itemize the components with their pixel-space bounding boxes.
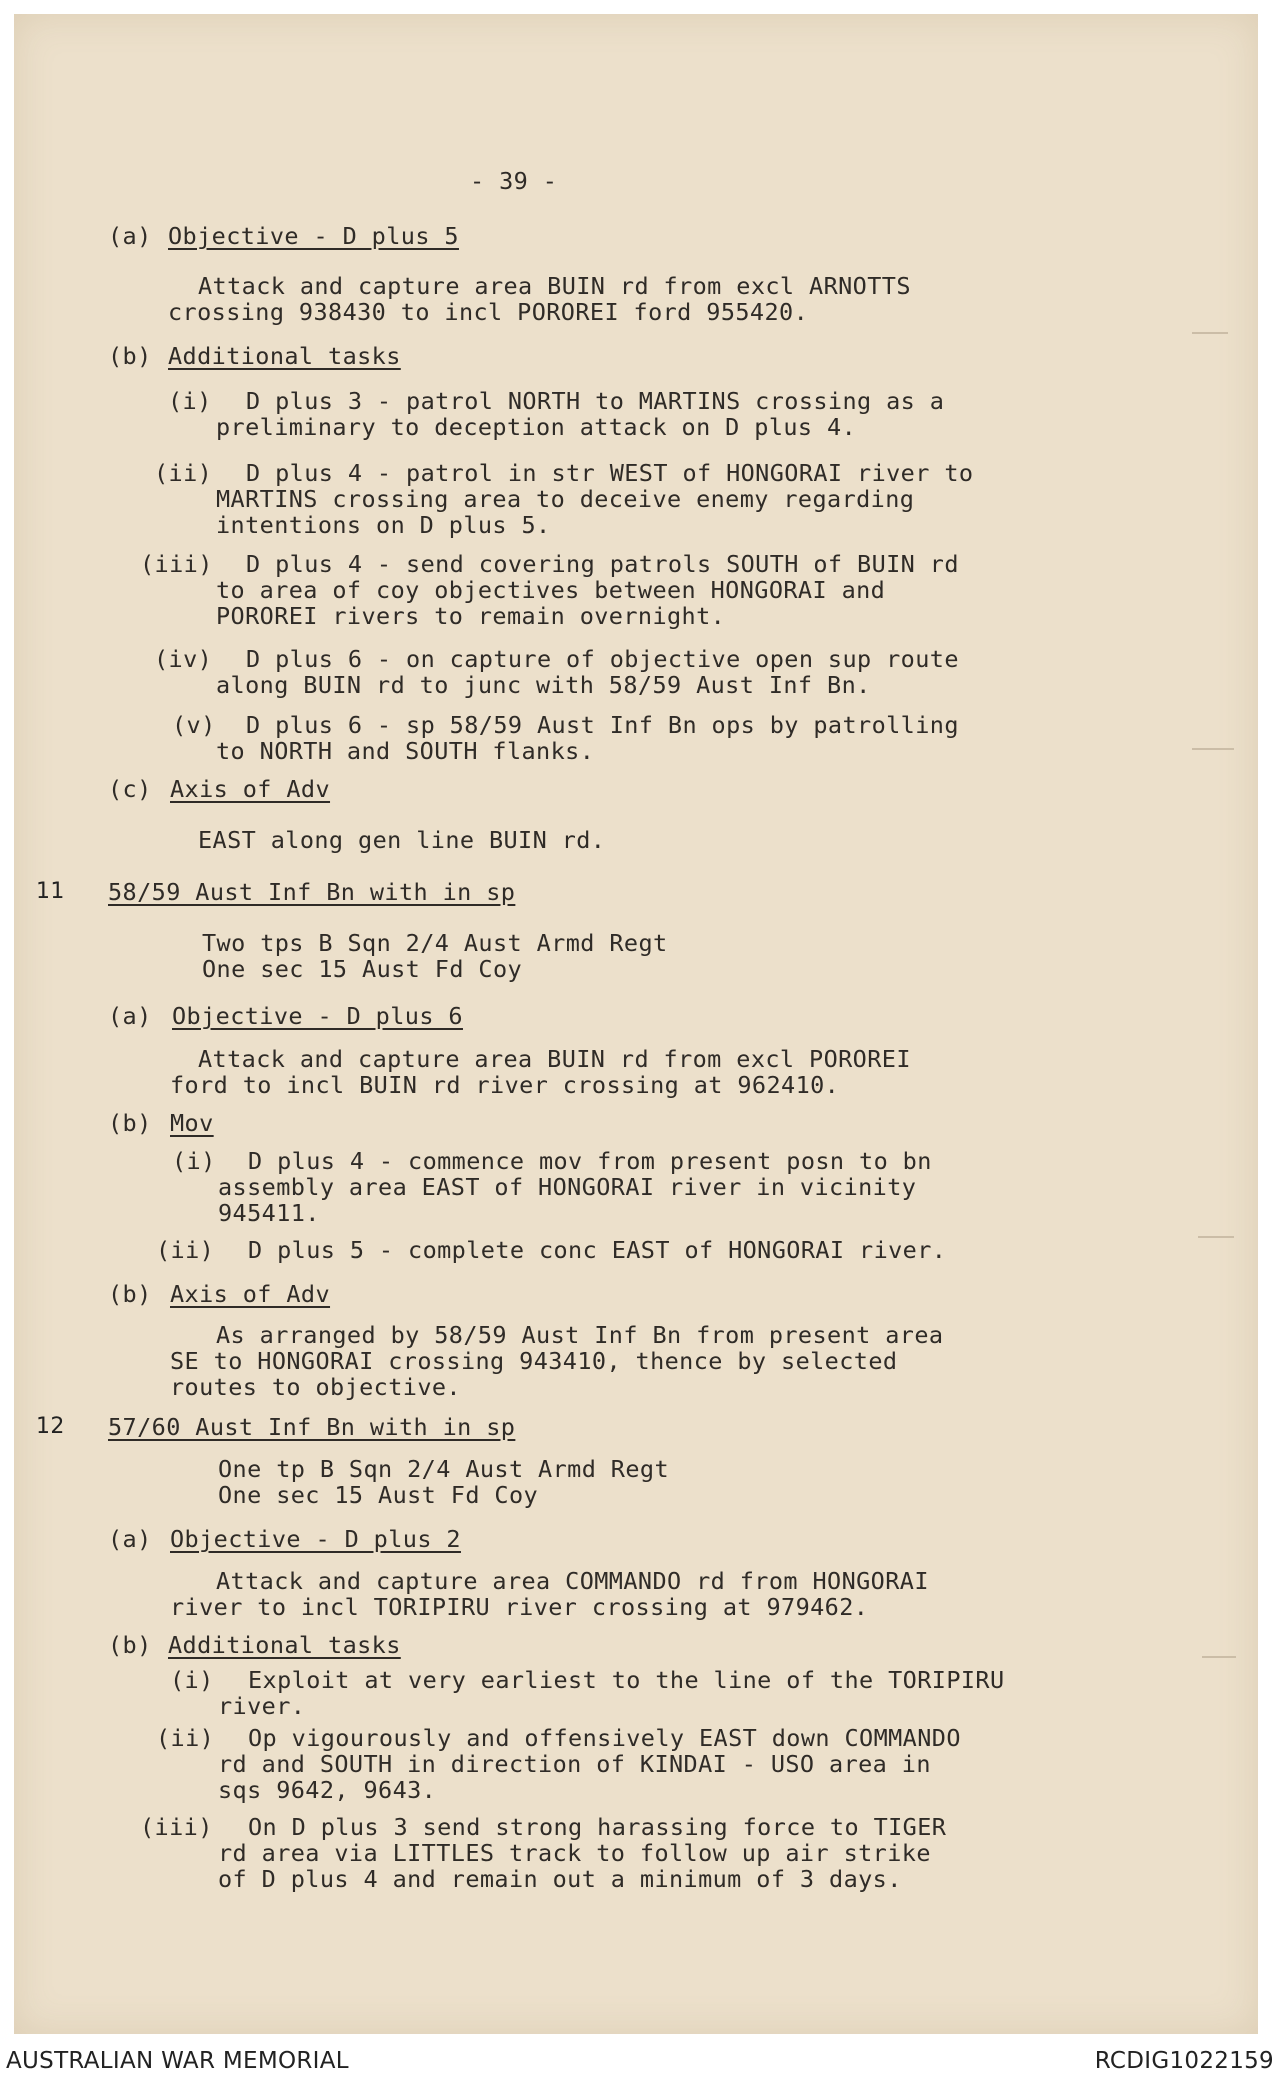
mov-line: D plus 5 - complete conc EAST of HONGORAI river. [248, 1236, 947, 1264]
mov-number: (i) [172, 1147, 216, 1175]
section12-a-heading: Objective - D plus 2 [170, 1525, 461, 1553]
task-line: D plus 4 - patrol in str WEST of HONGORAI river to [246, 459, 974, 487]
block1-a-text-line: Attack and capture area BUIN rd from excl ARNOTTS [198, 272, 911, 300]
section12-b-heading: Additional tasks [168, 1631, 401, 1659]
section11-a-text-line: ford to incl BUIN rd river crossing at 962410. [170, 1071, 840, 1099]
task-line: of D plus 4 and remain out a minimum of 3 days. [218, 1865, 902, 1893]
paper-crease-mark [1192, 748, 1234, 750]
task-line: On D plus 3 send strong harassing force to TIGER [248, 1813, 947, 1841]
task-line: Exploit at very earliest to the line of the TORIPIRU [248, 1666, 1005, 1694]
section11-c-text-line: SE to HONGORAI crossing 943410, thence by selected [170, 1347, 898, 1375]
task-number: (iii) [140, 550, 213, 578]
task-number: (v) [172, 711, 216, 739]
task-line: sqs 9642, 9643. [218, 1776, 437, 1804]
footer-archive-name: AUSTRALIAN WAR MEMORIAL [6, 2048, 349, 2074]
mov-line: D plus 4 - commence mov from present posn to bn [248, 1147, 932, 1175]
support-line: One tp B Sqn 2/4 Aust Armd Regt [218, 1455, 669, 1483]
mov-number: (ii) [156, 1236, 215, 1264]
section12-a-label: (a) [108, 1525, 152, 1553]
block1-c-label: (c) [108, 775, 152, 803]
task-line: D plus 4 - send covering patrols SOUTH of BUIN rd [246, 550, 959, 578]
task-number: (i) [168, 387, 212, 415]
paper-crease-mark [1202, 1656, 1236, 1658]
task-number: (ii) [156, 1724, 215, 1752]
task-line: river. [218, 1692, 306, 1720]
section11-a-heading: Objective - D plus 6 [172, 1002, 463, 1030]
task-line: D plus 3 - patrol NORTH to MARTINS crossing as a [246, 387, 945, 415]
mov-line: assembly area EAST of HONGORAI river in vicinity [218, 1173, 917, 1201]
support-line: One sec 15 Aust Fd Coy [218, 1481, 539, 1509]
task-line: to area of coy objectives between HONGORAI and [216, 576, 886, 604]
section11-c-heading: Axis of Adv [170, 1280, 331, 1308]
task-line: rd and SOUTH in direction of KINDAI - USO area in [218, 1750, 931, 1778]
task-line: D plus 6 - sp 58/59 Aust Inf Bn ops by patrolling [246, 711, 959, 739]
block1-b-label: (b) [108, 342, 152, 370]
section12-a-text-line: Attack and capture area COMMANDO rd from HONGORAI [216, 1567, 929, 1595]
block1-b-heading: Additional tasks [168, 342, 401, 370]
section11-a-text-line: Attack and capture area BUIN rd from excl POROREI [198, 1045, 911, 1073]
paper-crease-mark [1198, 1236, 1234, 1238]
task-line: MARTINS crossing area to deceive enemy regarding [216, 485, 915, 513]
task-line: rd area via LITTLES track to follow up air strike [218, 1839, 931, 1867]
block1-a-heading: Objective - D plus 5 [168, 222, 459, 250]
task-number: (iii) [140, 1813, 213, 1841]
section12-b-label: (b) [108, 1631, 152, 1659]
task-line: along BUIN rd to junc with 58/59 Aust Inf Bn. [216, 671, 871, 699]
block1-c-text: EAST along gen line BUIN rd. [198, 826, 606, 854]
task-number: (ii) [154, 459, 213, 487]
section11-c-label: (b) [108, 1280, 152, 1308]
support-line: Two tps B Sqn 2/4 Aust Armd Regt [202, 929, 668, 957]
section11-a-label: (a) [108, 1002, 152, 1030]
section11-b-label: (b) [108, 1109, 152, 1137]
block1-c-heading: Axis of Adv [170, 775, 331, 803]
task-line: to NORTH and SOUTH flanks. [216, 737, 595, 765]
task-line: intentions on D plus 5. [216, 511, 551, 539]
mov-line: 945411. [218, 1199, 320, 1227]
task-line: preliminary to deception attack on D plus 4. [216, 413, 857, 441]
task-line: Op vigourously and offensively EAST down COMMANDO [248, 1724, 961, 1752]
margin-paragraph-number: 11 [36, 879, 65, 904]
task-line: POROREI rivers to remain overnight. [216, 602, 726, 630]
margin-paragraph-number: 12 [36, 1414, 65, 1439]
block1-a-label: (a) [108, 222, 152, 250]
page-number: - 39 - [470, 167, 558, 195]
section11-b-heading: Mov [170, 1109, 214, 1137]
section11-c-text-line: As arranged by 58/59 Aust Inf Bn from present area [216, 1321, 944, 1349]
section12-heading: 57/60 Aust Inf Bn with in sp [108, 1413, 516, 1441]
block1-a-text-line: crossing 938430 to incl POROREI ford 955420. [168, 298, 809, 326]
footer-record-id: RCDIG1022159 [1094, 2048, 1274, 2074]
section11-heading: 58/59 Aust Inf Bn with in sp [108, 878, 516, 906]
section11-c-text-line: routes to objective. [170, 1373, 461, 1401]
support-line: One sec 15 Aust Fd Coy [202, 955, 523, 983]
task-number: (i) [170, 1666, 214, 1694]
task-number: (iv) [154, 645, 213, 673]
paper-crease-mark [1192, 332, 1228, 334]
task-line: D plus 6 - on capture of objective open sup route [246, 645, 959, 673]
section12-a-text-line: river to incl TORIPIRU river crossing at 979462. [170, 1593, 869, 1621]
